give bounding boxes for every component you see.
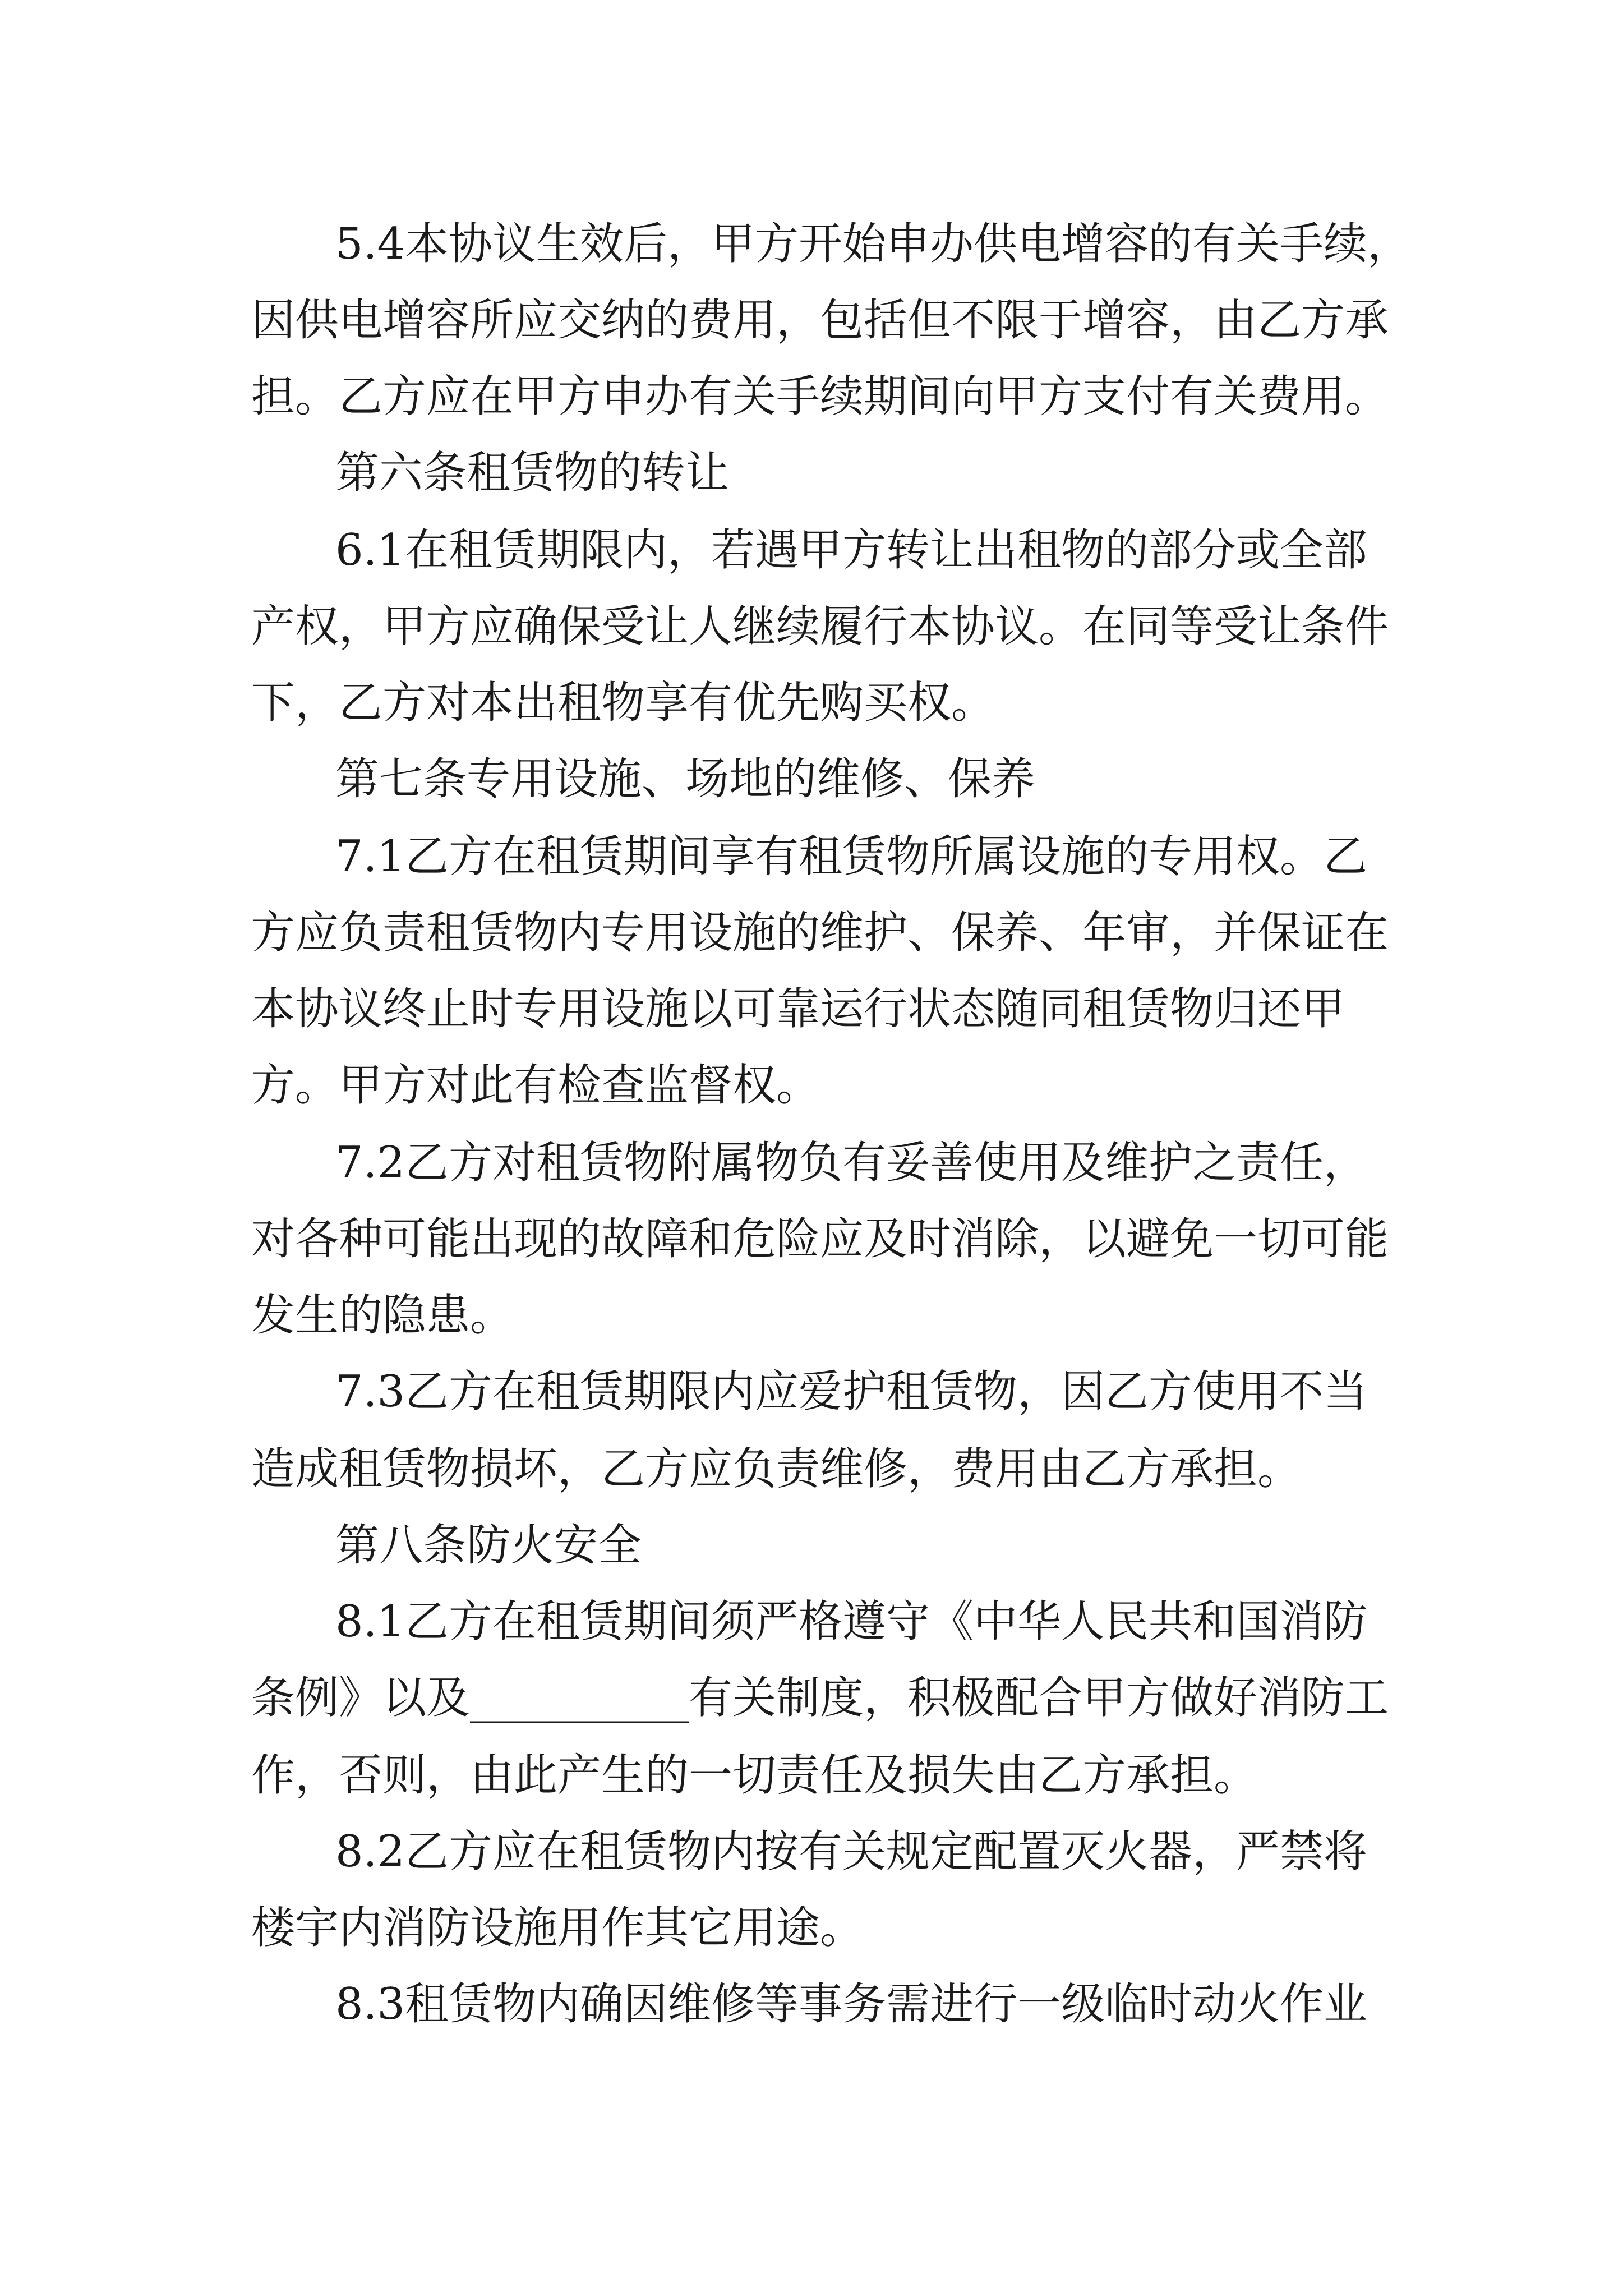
text-line: 方应负责租赁物内专用设施的维护、保养、年审，并保证在 <box>251 908 1389 958</box>
text-line: 方。甲方对此有检查监督权。 <box>251 1060 820 1111</box>
text-line: 6.1在租赁期限内，若遇甲方转让出租物的部分或全部 <box>335 525 1368 576</box>
text-line: 7.3乙方在租赁期限内应爱护租赁物，因乙方使用不当 <box>335 1366 1368 1417</box>
text-line: 对各种可能出现的故障和危险应及时消除，以避免一切可能 <box>251 1214 1389 1264</box>
section-heading: 第六条租赁物的转让 <box>335 448 730 498</box>
text-line: 产权，甲方应确保受让人继续履行本协议。在同等受让条件 <box>251 601 1389 652</box>
section-heading: 第七条专用设施、场地的维修、保养 <box>335 754 1036 804</box>
section-heading: 第八条防火安全 <box>335 1520 642 1571</box>
text-line: 条例》以及__________有关制度，积极配合甲方做好消防工 <box>251 1673 1389 1723</box>
text-line: 7.1乙方在租赁期间享有租赁物所属设施的专用权。乙 <box>335 831 1368 882</box>
text-line: 8.3租赁物内确因维修等事务需进行一级临时动火作业 <box>335 1979 1368 2030</box>
text-line: 担。乙方应在甲方申办有关手续期间向甲方支付有关费用。 <box>251 371 1389 422</box>
text-line: 本协议终止时专用设施以可靠运行状态随同租赁物归还甲 <box>251 984 1345 1034</box>
text-line: 因供电增容所应交纳的费用，包括但不限于增容，由乙方承 <box>251 295 1389 346</box>
text-line: 8.2乙方应在租赁物内按有关规定配置灭火器，严禁将 <box>335 1826 1368 1877</box>
text-line: 造成租赁物损坏，乙方应负责维修，费用由乙方承担。 <box>251 1444 1302 1494</box>
text-line: 发生的隐患。 <box>251 1290 514 1341</box>
text-line: 作，否则，由此产生的一切责任及损失由乙方承担。 <box>251 1750 1258 1801</box>
text-line: 5.4本协议生效后，甲方开始申办供电增容的有关手续， <box>335 219 1412 269</box>
text-line: 7.2乙方对租赁物附属物负有妥善使用及维护之责任， <box>335 1138 1368 1188</box>
text-line: 下，乙方对本出租物享有优先购买权。 <box>251 678 995 728</box>
text-line: 楼宇内消防设施用作其它用途。 <box>251 1903 864 1953</box>
text-line: 8.1乙方在租赁期间须严格遵守《中华人民共和国消防 <box>335 1596 1368 1647</box>
